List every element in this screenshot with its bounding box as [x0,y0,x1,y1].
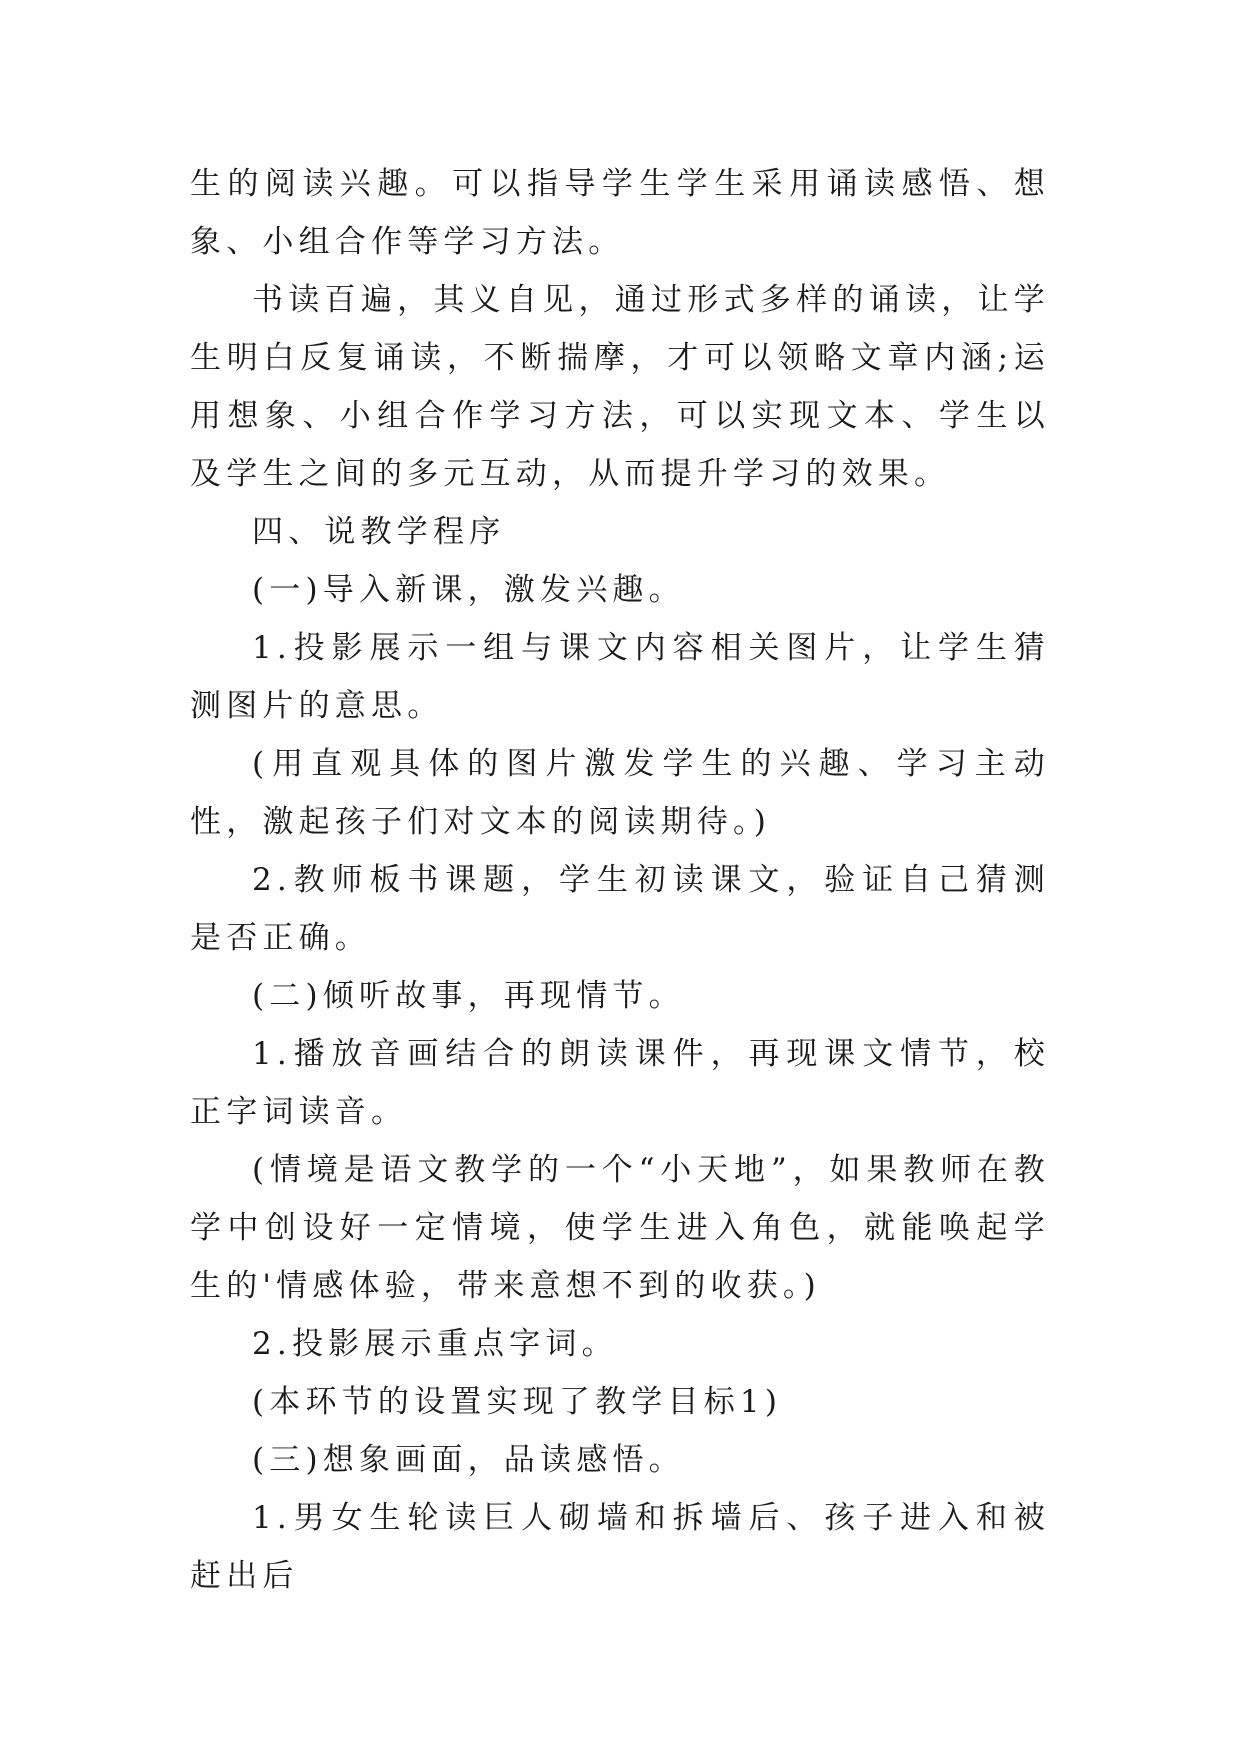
document-page [190,155,1050,1605]
subsection-heading: (一)导入新课，激发兴趣。 [252,572,685,608]
paragraph: 2.教师板书课题，学生初读课文，验证自己猜测是否正确。 [190,862,1050,956]
paragraph: (用直观具体的图片激发学生的兴趣、学习主动性，激起孩子们对文本的阅读期待。) [190,746,1050,840]
paragraph: 2.投影展示重点字词。 [252,1326,618,1362]
paragraph: (本环节的设置实现了教学目标1) [252,1384,783,1420]
paragraph: 1.投影展示一组与课文内容相关图片，让学生猜测图片的意思。 [190,630,1050,724]
paragraph: 书读百遍，其义自见，通过形式多样的诵读，让学生明白反复诵读，不断揣摩，才可以领略文章内涵;运用想象、小组合作学习方法，可以实现文本、学生以及学生之间的多元互动，从而提升学习的效果。 [190,282,1050,492]
subsection-heading: (二)倾听故事，再现情节。 [252,978,685,1014]
paragraph: 1.播放音画结合的朗读课件，再现课文情节，校正字词读音。 [190,1036,1050,1130]
paragraph: 1.男女生轮读巨人砌墙和拆墙后、孩子进入和被赶出后 [190,1500,1050,1594]
paragraph: 生的阅读兴趣。可以指导学生学生采用诵读感悟、想象、小组合作等学习方法。 [190,166,1050,260]
section-heading: 四、说教学程序 [252,514,506,550]
subsection-heading: (三)想象画面，品读感悟。 [252,1442,685,1478]
paragraph: (情境是语文教学的一个“小天地”，如果教师在教学中创设好一定情境，使学生进入角色，就能唤起学生的'情感体验，带来意想不到的收获。) [190,1152,1050,1304]
